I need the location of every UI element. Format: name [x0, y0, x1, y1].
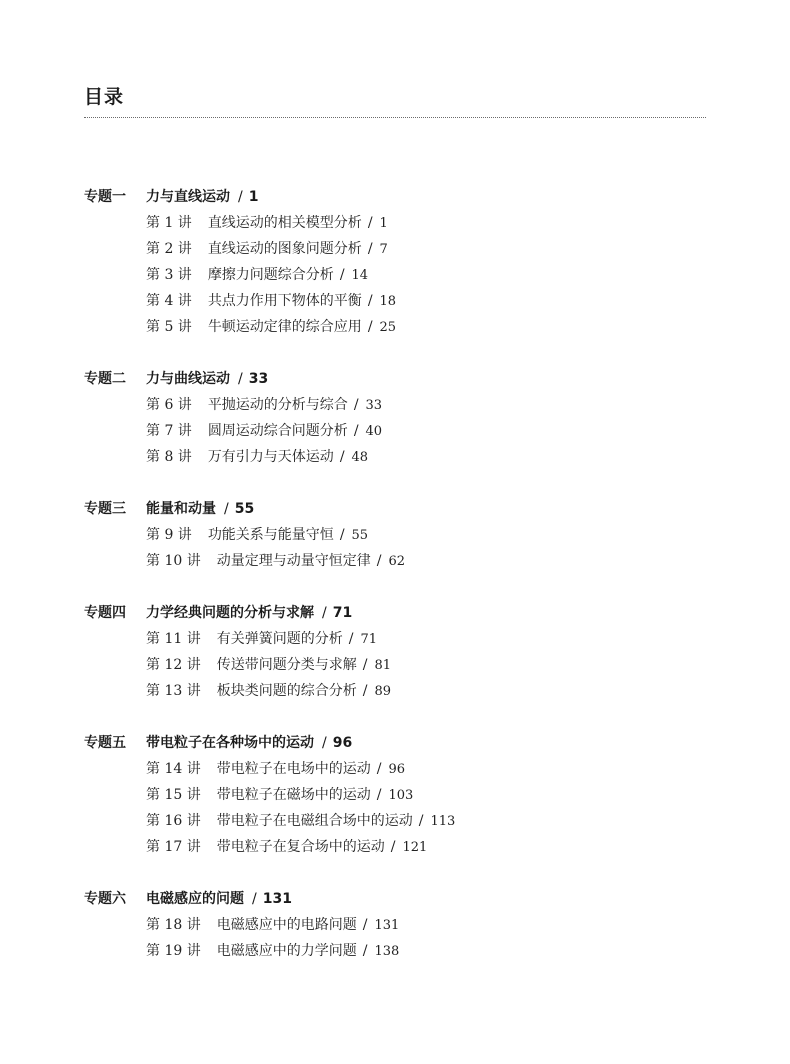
- lecture-title: 直线运动的相关模型分析: [207, 215, 362, 231]
- lecture-title: 功能关系与能量守恒: [207, 527, 334, 543]
- page-separator: /: [362, 657, 368, 673]
- lecture-number: 第 9 讲: [146, 527, 192, 543]
- section-page-number: 55: [234, 501, 255, 517]
- section-title: 力学经典问题的分析与求解: [146, 605, 314, 621]
- lecture-title: 带电粒子在磁场中的运动: [216, 787, 371, 803]
- lecture-entry[interactable]: [84, 548, 724, 574]
- lecture-page-number: 138: [374, 944, 400, 959]
- lecture-number: 第 8 讲: [146, 449, 192, 465]
- lecture-entry[interactable]: [84, 808, 724, 834]
- lecture-page-number: 96: [388, 762, 405, 777]
- section-heading[interactable]: [84, 730, 724, 756]
- section-page-number: 33: [248, 371, 269, 387]
- toc-section: [84, 366, 724, 470]
- lecture-number: 第 16 讲: [146, 813, 201, 829]
- page-separator: /: [322, 735, 327, 751]
- lecture-number: 第 12 讲: [146, 657, 201, 673]
- lecture-number: 第 14 讲: [146, 761, 201, 777]
- lecture-title: 摩擦力问题综合分析: [207, 267, 334, 283]
- lecture-title: 带电粒子在电场中的运动: [216, 761, 371, 777]
- lecture-title: 电磁感应中的力学问题: [216, 943, 357, 959]
- section-heading[interactable]: [84, 366, 724, 392]
- lecture-title: 万有引力与天体运动: [207, 449, 334, 465]
- lecture-list: [84, 756, 724, 860]
- lecture-number: 第 4 讲: [146, 293, 192, 309]
- lecture-entry[interactable]: [84, 652, 724, 678]
- page-separator: /: [367, 241, 373, 257]
- page-separator: /: [339, 267, 345, 283]
- page-separator: /: [376, 553, 382, 569]
- section-page-number: 96: [332, 735, 353, 751]
- lecture-page-number: 113: [430, 814, 456, 829]
- lecture-page-number: 62: [388, 554, 405, 569]
- lecture-number: 第 7 讲: [146, 423, 192, 439]
- section-title: 电磁感应的问题: [146, 891, 244, 907]
- page-separator: /: [238, 371, 243, 387]
- lecture-number: 第 1 讲: [146, 215, 192, 231]
- section-number: 专题五: [84, 735, 126, 751]
- lecture-page-number: 89: [374, 684, 391, 699]
- lecture-entry[interactable]: [84, 522, 724, 548]
- lecture-number: 第 15 讲: [146, 787, 201, 803]
- lecture-page-number: 1: [379, 216, 388, 231]
- page-separator: /: [224, 501, 229, 517]
- page-separator: /: [367, 293, 373, 309]
- lecture-entry[interactable]: [84, 678, 724, 704]
- lecture-title: 动量定理与动量守恒定律: [216, 553, 371, 569]
- section-title: 力与曲线运动: [146, 371, 230, 387]
- section-page-number: 71: [332, 605, 353, 621]
- lecture-page-number: 14: [351, 268, 369, 283]
- lecture-page-number: 7: [379, 242, 388, 257]
- lecture-number: 第 18 讲: [146, 917, 201, 933]
- lecture-page-number: 40: [365, 424, 383, 439]
- lecture-number: 第 19 讲: [146, 943, 201, 959]
- lecture-entry[interactable]: [84, 782, 724, 808]
- section-number: 专题四: [84, 605, 126, 621]
- lecture-title: 带电粒子在复合场中的运动: [216, 839, 385, 855]
- page-separator: /: [353, 423, 359, 439]
- page-separator: /: [376, 787, 382, 803]
- toc-section: [84, 886, 724, 964]
- lecture-title: 直线运动的图象问题分析: [207, 241, 362, 257]
- section-title: 带电粒子在各种场中的运动: [146, 735, 314, 751]
- page-separator: /: [322, 605, 327, 621]
- lecture-entry[interactable]: [84, 236, 724, 262]
- lecture-page-number: 48: [351, 450, 369, 465]
- lecture-title: 共点力作用下物体的平衡: [207, 293, 362, 309]
- toc-section: [84, 730, 724, 860]
- page-separator: /: [376, 761, 382, 777]
- lecture-entry[interactable]: [84, 262, 724, 288]
- lecture-number: 第 11 讲: [146, 631, 201, 647]
- lecture-list: [84, 210, 724, 340]
- lecture-entry[interactable]: [84, 626, 724, 652]
- section-heading[interactable]: [84, 600, 724, 626]
- lecture-entry[interactable]: [84, 834, 724, 860]
- lecture-number: 第 2 讲: [146, 241, 192, 257]
- lecture-page-number: 81: [374, 658, 391, 673]
- page-separator: /: [367, 319, 373, 335]
- page-separator: /: [362, 683, 368, 699]
- page-separator: /: [252, 891, 257, 907]
- lecture-number: 第 5 讲: [146, 319, 192, 335]
- lecture-title: 圆周运动综合问题分析: [207, 423, 348, 439]
- lecture-page-number: 55: [351, 528, 369, 543]
- page-separator: /: [238, 189, 243, 205]
- lecture-list: [84, 522, 724, 574]
- section-heading[interactable]: [84, 184, 724, 210]
- lecture-entry[interactable]: [84, 210, 724, 236]
- lecture-title: 牛顿运动定律的综合应用: [207, 319, 362, 335]
- page-separator: /: [339, 527, 345, 543]
- page-separator: /: [362, 917, 368, 933]
- section-number: 专题六: [84, 891, 126, 907]
- page-title: 目录: [84, 86, 125, 108]
- section-number: 专题一: [84, 189, 126, 205]
- toc-section: [84, 184, 724, 340]
- lecture-page-number: 25: [379, 320, 397, 335]
- section-number: 专题二: [84, 371, 126, 387]
- lecture-page-number: 103: [388, 788, 414, 803]
- lecture-page-number: 131: [374, 918, 400, 933]
- lecture-entry[interactable]: [84, 418, 724, 444]
- section-heading[interactable]: [84, 886, 724, 912]
- lecture-entry[interactable]: [84, 444, 724, 470]
- lecture-page-number: 33: [365, 398, 383, 413]
- lecture-entry[interactable]: [84, 912, 724, 938]
- section-number: 专题三: [84, 501, 126, 517]
- lecture-title: 板块类问题的综合分析: [216, 683, 357, 699]
- page-separator: /: [367, 215, 373, 231]
- toc-list: [84, 184, 724, 964]
- lecture-title: 电磁感应中的电路问题: [216, 917, 357, 933]
- section-page-number: 131: [262, 891, 292, 907]
- page-separator: /: [353, 397, 359, 413]
- page-separator: /: [362, 943, 368, 959]
- lecture-entry[interactable]: [84, 288, 724, 314]
- toc-section: [84, 600, 724, 704]
- lecture-title: 传送带问题分类与求解: [216, 657, 357, 673]
- lecture-page-number: 18: [379, 294, 397, 309]
- page-separator: /: [339, 449, 345, 465]
- page-separator: /: [418, 813, 424, 829]
- lecture-list: [84, 912, 724, 964]
- lecture-title: 带电粒子在电磁组合场中的运动: [216, 813, 413, 829]
- dotted-divider: [84, 117, 706, 118]
- lecture-title: 平抛运动的分析与综合: [207, 397, 348, 413]
- lecture-entry[interactable]: [84, 756, 724, 782]
- section-title: 能量和动量: [146, 501, 216, 517]
- section-page-number: 1: [248, 189, 259, 205]
- section-heading[interactable]: [84, 496, 724, 522]
- lecture-number: 第 3 讲: [146, 267, 192, 283]
- lecture-number: 第 10 讲: [146, 553, 201, 569]
- lecture-entry[interactable]: [84, 938, 724, 964]
- toc-section: [84, 496, 724, 574]
- lecture-entry[interactable]: [84, 314, 724, 340]
- lecture-number: 第 13 讲: [146, 683, 201, 699]
- lecture-title: 有关弹簧问题的分析: [216, 631, 343, 647]
- lecture-number: 第 6 讲: [146, 397, 192, 413]
- lecture-list: [84, 626, 724, 704]
- lecture-list: [84, 392, 724, 470]
- page-separator: /: [390, 839, 396, 855]
- lecture-page-number: 71: [360, 632, 377, 647]
- lecture-number: 第 17 讲: [146, 839, 201, 855]
- section-title: 力与直线运动: [146, 189, 230, 205]
- page-separator: /: [348, 631, 354, 647]
- lecture-page-number: 121: [402, 840, 428, 855]
- lecture-entry[interactable]: [84, 392, 724, 418]
